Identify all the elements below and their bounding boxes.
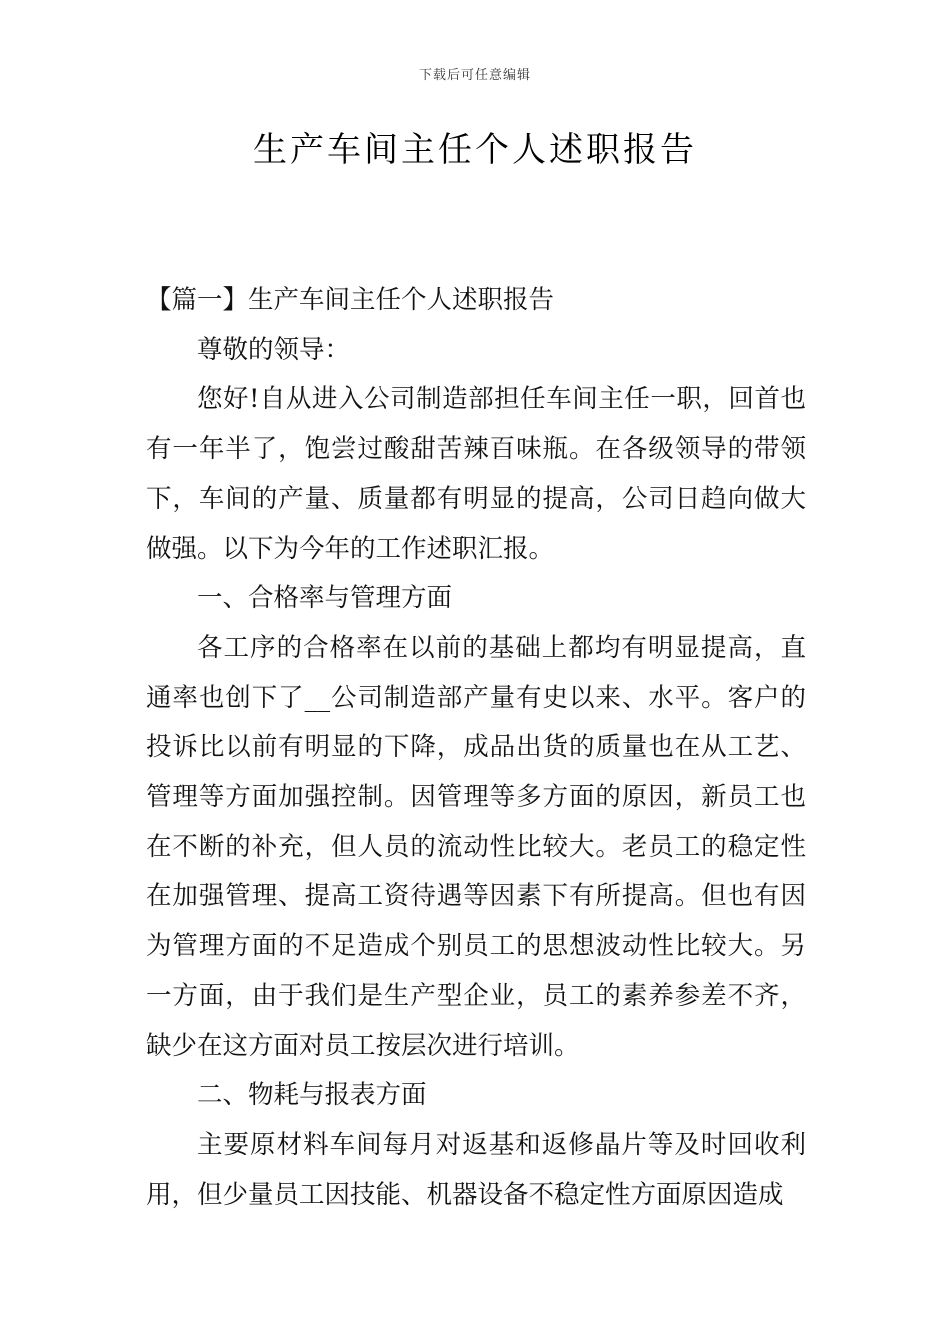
paragraph-intro: 您好!自从进入公司制造部担任车间主任一职，回首也有一年半了，饱尝过酸甜苦辣百味瓶。在各级领导的带领下，车间的产量、质量都有明显的提高，公司日趋向做大做强。以下为今年的工作述职汇报。	[146, 384, 806, 564]
subheading-quality-management: 一、合格率与管理方面	[197, 583, 453, 614]
paragraph-material-reports: 主要原材料车间每月对返基和返修晶片等及时回收利用，但少量员工因技能、机器设备不稳定性方面原因造成	[146, 1129, 806, 1210]
subheading-material-reports: 二、物耗与报表方面	[197, 1080, 427, 1111]
document-title: 生产车间主任个人述职报告	[253, 130, 697, 170]
document-body	[146, 276, 806, 1220]
header-note: 下载后可任意编辑	[418, 68, 531, 83]
section-heading: 【篇一】生产车间主任个人述职报告	[146, 285, 555, 315]
salutation: 尊敬的领导：	[197, 334, 351, 365]
paragraph-quality-management: 各工序的合格率在以前的基础上都均有明显提高，直通率也创下了__公司制造部产量有史以来、水平。客户的投诉比以前有明显的下降，成品出货的质量也在从工艺、管理等方面加强控制。因管理等多方面的原因，新员工也在不断的补充，但人员的流动性比较大。老员工的稳定性在加强管理、提高工资待遇等因素下有所提高。但也有因为管理方面的不足造成个别员工的思想波动性比较大。另一方面，由于我们是生产型企业，员工的素养参差不齐，缺少在这方面对员工按层次进行培训。	[146, 632, 806, 1061]
